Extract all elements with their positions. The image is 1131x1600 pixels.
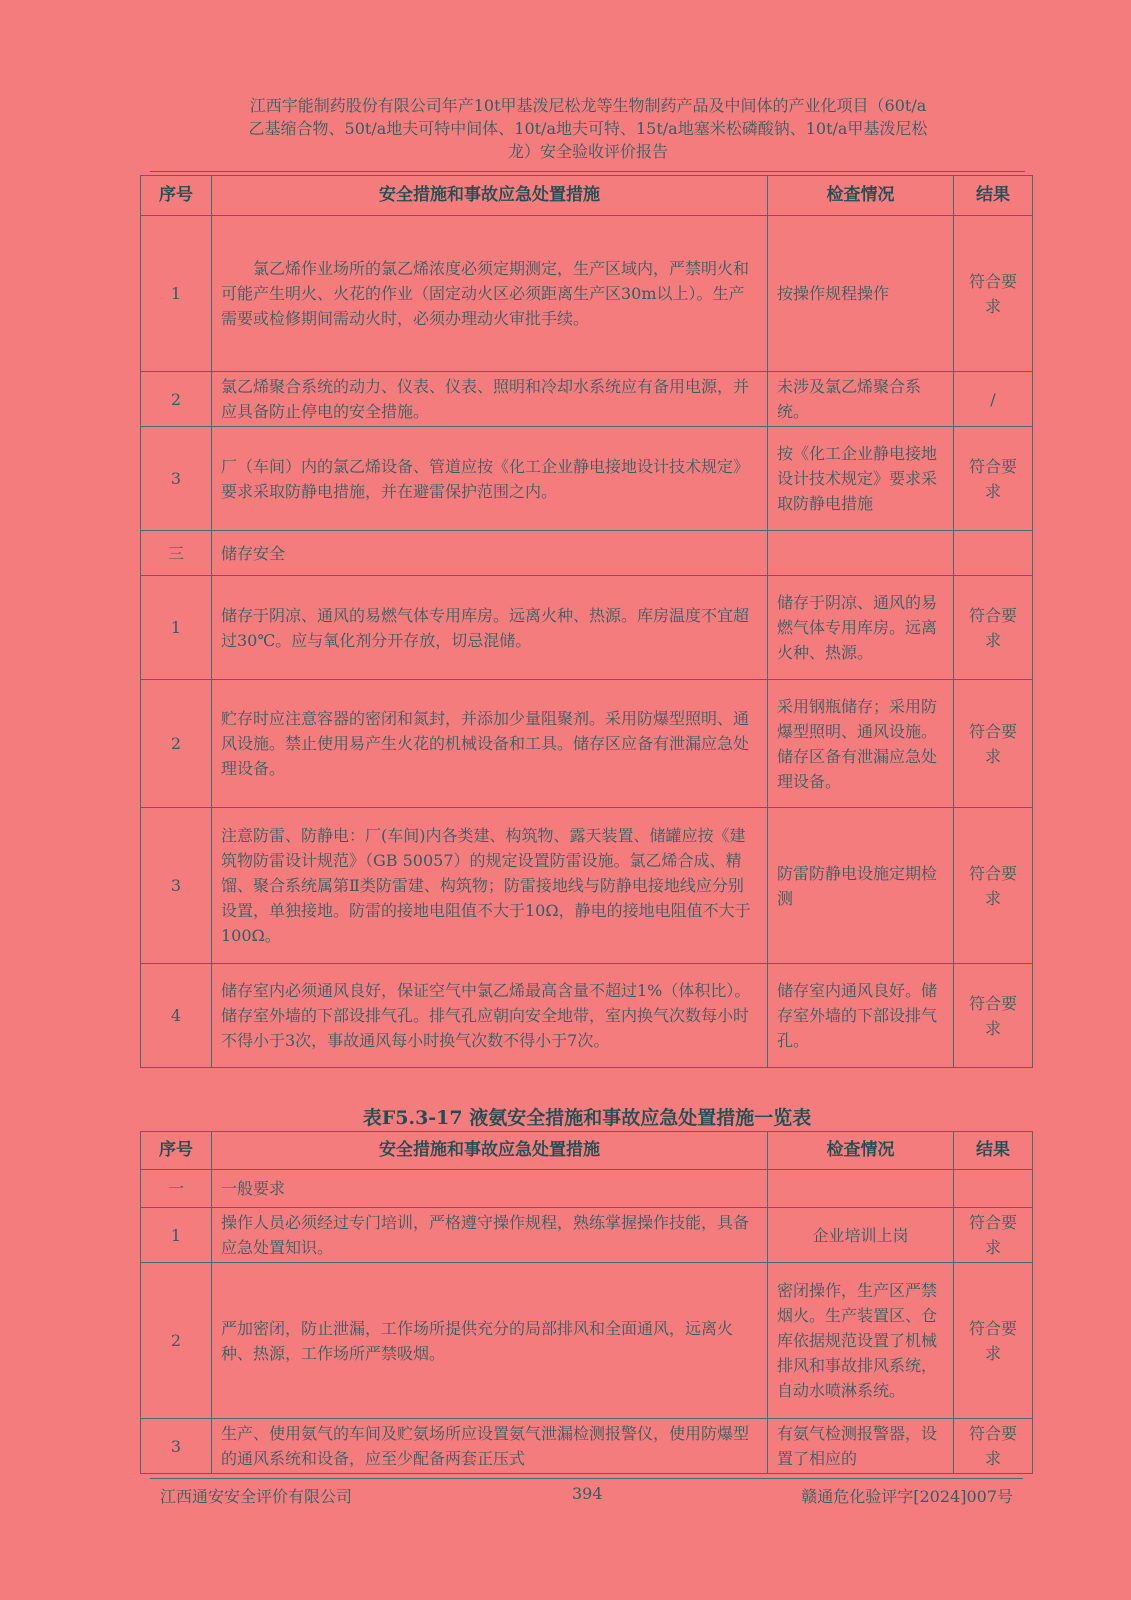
row-measure: 厂（车间）内的氯乙烯设备、管道应按《化工企业静电接地设计技术规定》要求采取防静电措施，并在避雷保护范围之内。 <box>212 427 768 531</box>
table-header-row <box>141 176 1033 216</box>
row-measure: 储存室内必须通风良好，保证空气中氯乙烯最高含量不超过1%（体积比）。储存室外墙的下部设排气孔。排气孔应朝向安全地带，室内换气次数每小时不得小于3次，事故通风每小时换气次数不得小于7次。 <box>212 964 768 1068</box>
row-measure: 氯乙烯聚合系统的动力、仪表、仪表、照明和冷却水系统应有备用电源，并应具备防止停电的安全措施。 <box>212 372 768 427</box>
row-no: 2 <box>141 372 212 427</box>
table-title: 表F5.3-17 液氨安全措施和事故应急处置措施一览表 <box>362 1107 812 1129</box>
header-line-1: 江西宇能制药股份有限公司年产10t甲基泼尼松龙等生物制药产品及中间体的产业化项目（60t/a <box>249 96 927 115</box>
table-row <box>141 576 1033 680</box>
row-no: 3 <box>141 808 212 964</box>
col-header-check: 检查情况 <box>768 1132 954 1170</box>
header-rule <box>150 171 1025 172</box>
row-result: 符合要求 <box>954 576 1033 680</box>
section-empty-cell <box>954 531 1033 576</box>
row-measure: 操作人员必须经过专门培训，严格遵守操作规程，熟练掌握操作技能，具备应急处置知识。 <box>212 1208 768 1263</box>
row-check: 按《化工企业静电接地设计技术规定》要求采取防静电措施 <box>768 427 954 531</box>
table-header-row <box>141 1132 1033 1170</box>
row-measure: 储存于阴凉、通风的易燃气体专用库房。远离火种、热源。库房温度不宜超过30℃。应与氧化剂分开存放，切忌混储。 <box>212 576 768 680</box>
section-row <box>141 1170 1033 1208</box>
page-number: 394 <box>572 1484 603 1503</box>
section-title: 储存安全 <box>212 531 768 576</box>
row-result: 符合要求 <box>954 680 1033 808</box>
table-row <box>141 372 1033 427</box>
row-result: / <box>954 372 1033 427</box>
row-measure: 贮存时应注意容器的密闭和氮封，并添加少量阻聚剂。采用防爆型照明、通风设施。禁止使用易产生火花的机械设备和工具。储存区应备有泄漏应急处理设备。 <box>212 680 768 808</box>
col-header-result: 结果 <box>954 1132 1033 1170</box>
footer-company: 江西通安安全评价有限公司 <box>160 1487 353 1506</box>
row-no: 2 <box>141 1263 212 1419</box>
row-result: 符合要求 <box>954 808 1033 964</box>
header-line-2: 乙基缩合物、50t/a地夫可特中间体、10t/a地夫可特、15t/a地塞米松磷酸钠、10t/a甲基泼尼松 <box>248 119 928 138</box>
table-row <box>141 680 1033 808</box>
footer-rule <box>150 1478 1023 1479</box>
section-row <box>141 531 1033 576</box>
col-header-check: 检查情况 <box>768 176 954 216</box>
row-no: 1 <box>141 1208 212 1263</box>
row-result: 符合要求 <box>954 1208 1033 1263</box>
section-title: 一般要求 <box>212 1170 768 1208</box>
row-check: 有氨气检测报警器，设置了相应的 <box>768 1419 954 1474</box>
col-header-no: 序号 <box>141 176 212 216</box>
col-header-result: 结果 <box>954 176 1033 216</box>
row-result: 符合要求 <box>954 1419 1033 1474</box>
running-header <box>150 94 1026 163</box>
table-row <box>141 1208 1033 1263</box>
row-measure: 氯乙烯作业场所的氯乙烯浓度必须定期测定，生产区域内，严禁明火和可能产生明火、火花的作业（固定动火区必须距离生产区30m以上）。生产需要或检修期间需动火时，必须办理动火审批手续。 <box>212 216 768 372</box>
section-empty-cell <box>768 531 954 576</box>
row-no: 3 <box>141 427 212 531</box>
row-check: 密闭操作，生产区严禁烟火。生产装置区、仓库依据规范设置了机械排风和事故排风系统，自动水喷淋系统。 <box>768 1263 954 1419</box>
row-result: 符合要求 <box>954 427 1033 531</box>
row-result: 符合要求 <box>954 964 1033 1068</box>
row-check: 按操作规程操作 <box>768 216 954 372</box>
row-no: 1 <box>141 576 212 680</box>
section-no: 三 <box>141 531 212 576</box>
row-check: 储存室内通风良好。储存室外墙的下部设排气孔。 <box>768 964 954 1068</box>
row-measure: 生产、使用氨气的车间及贮氨场所应设置氨气泄漏检测报警仪，使用防爆型的通风系统和设备，应至少配备两套正压式 <box>212 1419 768 1474</box>
row-no: 4 <box>141 964 212 1068</box>
row-no: 1 <box>141 216 212 372</box>
table-row <box>141 1419 1033 1474</box>
row-measure: 严加密闭，防止泄漏，工作场所提供充分的局部排风和全面通风，远离火种、热源，工作场所严禁吸烟。 <box>212 1263 768 1419</box>
table-row <box>141 216 1033 372</box>
col-header-no: 序号 <box>141 1132 212 1170</box>
footer-report-number: 赣通危化验评字[2024]007号 <box>801 1487 1013 1506</box>
row-check: 储存于阴凉、通风的易燃气体专用库房。远离火种、热源。 <box>768 576 954 680</box>
row-check: 未涉及氯乙烯聚合系统。 <box>768 372 954 427</box>
row-result: 符合要求 <box>954 1263 1033 1419</box>
row-check: 采用钢瓶储存；采用防爆型照明、通风设施。储存区备有泄漏应急处理设备。 <box>768 680 954 808</box>
row-no: 2 <box>141 680 212 808</box>
row-result: 符合要求 <box>954 216 1033 372</box>
table-row <box>141 1263 1033 1419</box>
row-no: 3 <box>141 1419 212 1474</box>
table-row <box>141 808 1033 964</box>
row-measure: 注意防雷、防静电：厂(车间)内各类建、构筑物、露天装置、储罐应按《建筑物防雷设计规范》（GB 50057）的规定设置防雷设施。氯乙烯合成、精馏、聚合系统属第Ⅱ类防雷建、构筑物；防雷接地线与防静电接地线应分别设置，单独接地。防雷的接地电阻值不大于10Ω，静电的接地电阻值不大于100Ω。 <box>212 808 768 964</box>
ammonia-table <box>140 1131 1033 1474</box>
col-header-measure: 安全措施和事故应急处置措施 <box>212 176 768 216</box>
row-check: 防雷防静电设施定期检测 <box>768 808 954 964</box>
col-header-measure: 安全措施和事故应急处置措施 <box>212 1132 768 1170</box>
section-no: 一 <box>141 1170 212 1208</box>
section-empty-cell <box>954 1170 1033 1208</box>
chloroethylene-table <box>140 175 1033 1068</box>
header-line-3: 龙）安全验收评价报告 <box>507 142 668 161</box>
section-empty-cell <box>768 1170 954 1208</box>
row-check: 企业培训上岗 <box>768 1208 954 1263</box>
table-row <box>141 964 1033 1068</box>
table-row <box>141 427 1033 531</box>
